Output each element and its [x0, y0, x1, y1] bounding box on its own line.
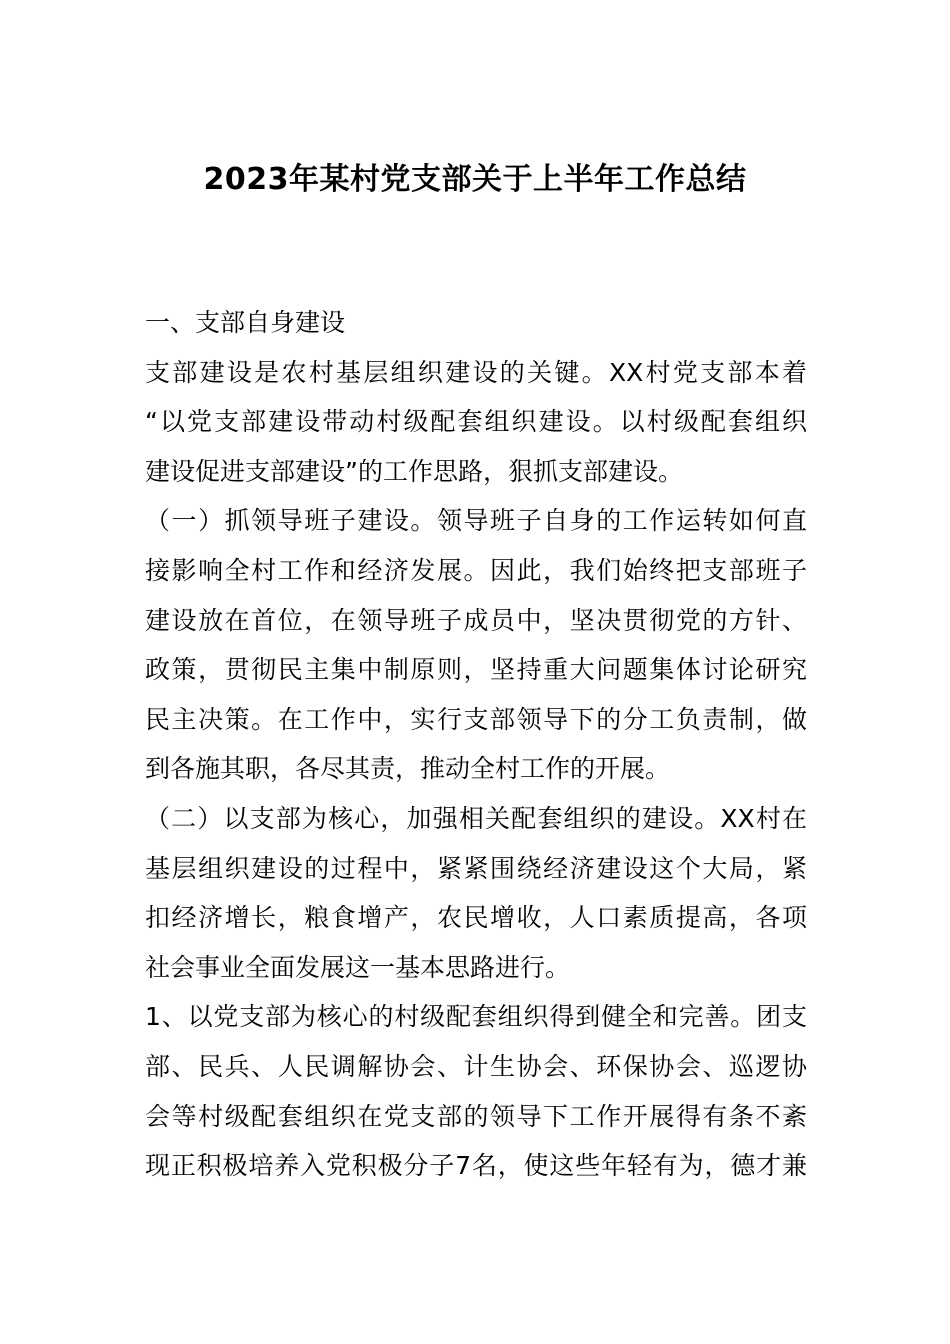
paragraph-line: 扣经济增长，粮食增产，农民增收，人口素质提高，各项: [145, 903, 807, 933]
paragraph-line: 政策，贯彻民主集中制原则，坚持重大问题集体讨论研究: [145, 655, 807, 685]
paragraph-line: （二）以支部为核心，加强相关配套组织的建设。XX村在: [145, 803, 807, 833]
paragraph-line: 社会事业全面发展这一基本思路进行。: [145, 952, 571, 982]
document-body: [145, 298, 807, 1191]
paragraph-line: 到各施其职，各尽其责，推动全村工作的开展。: [145, 754, 671, 784]
paragraph-line: 会等村级配套组织在党支部的领导下工作开展得有条不紊: [145, 1101, 807, 1131]
paragraph-line: “以党支部建设带动村级配套组织建设。以村级配套组织: [145, 407, 807, 437]
paragraph-line: （一）抓领导班子建设。领导班子自身的工作运转如何直: [145, 506, 807, 536]
paragraph-line: 建设放在首位，在领导班子成员中，坚决贯彻党的方针、: [145, 605, 807, 635]
paragraph-line: 基层组织建设的过程中，紧紧围绕经济建设这个大局，紧: [145, 853, 807, 883]
paragraph-line: 1、以党支部为核心的村级配套组织得到健全和完善。团支: [145, 1002, 807, 1032]
paragraph-line: 部、民兵、人民调解协会、计生协会、环保协会、巡逻协: [145, 1051, 807, 1081]
paragraph-line: 现正积极培养入党积极分子7名，使这些年轻有为，德才兼: [145, 1151, 807, 1181]
section-heading: 一、支部自身建设: [145, 308, 346, 337]
paragraph-line: 民主决策。在工作中，实行支部领导下的分工负责制，做: [145, 704, 807, 734]
paragraph-line: 接影响全村工作和经济发展。因此，我们始终把支部班子: [145, 555, 807, 585]
document-title: 2023年某村党支部关于上半年工作总结: [203, 162, 747, 197]
paragraph-line: 建设促进支部建设”的工作思路，狠抓支部建设。: [145, 456, 683, 486]
paragraph-line: 支部建设是农村基层组织建设的关键。XX村党支部本着: [145, 357, 807, 387]
